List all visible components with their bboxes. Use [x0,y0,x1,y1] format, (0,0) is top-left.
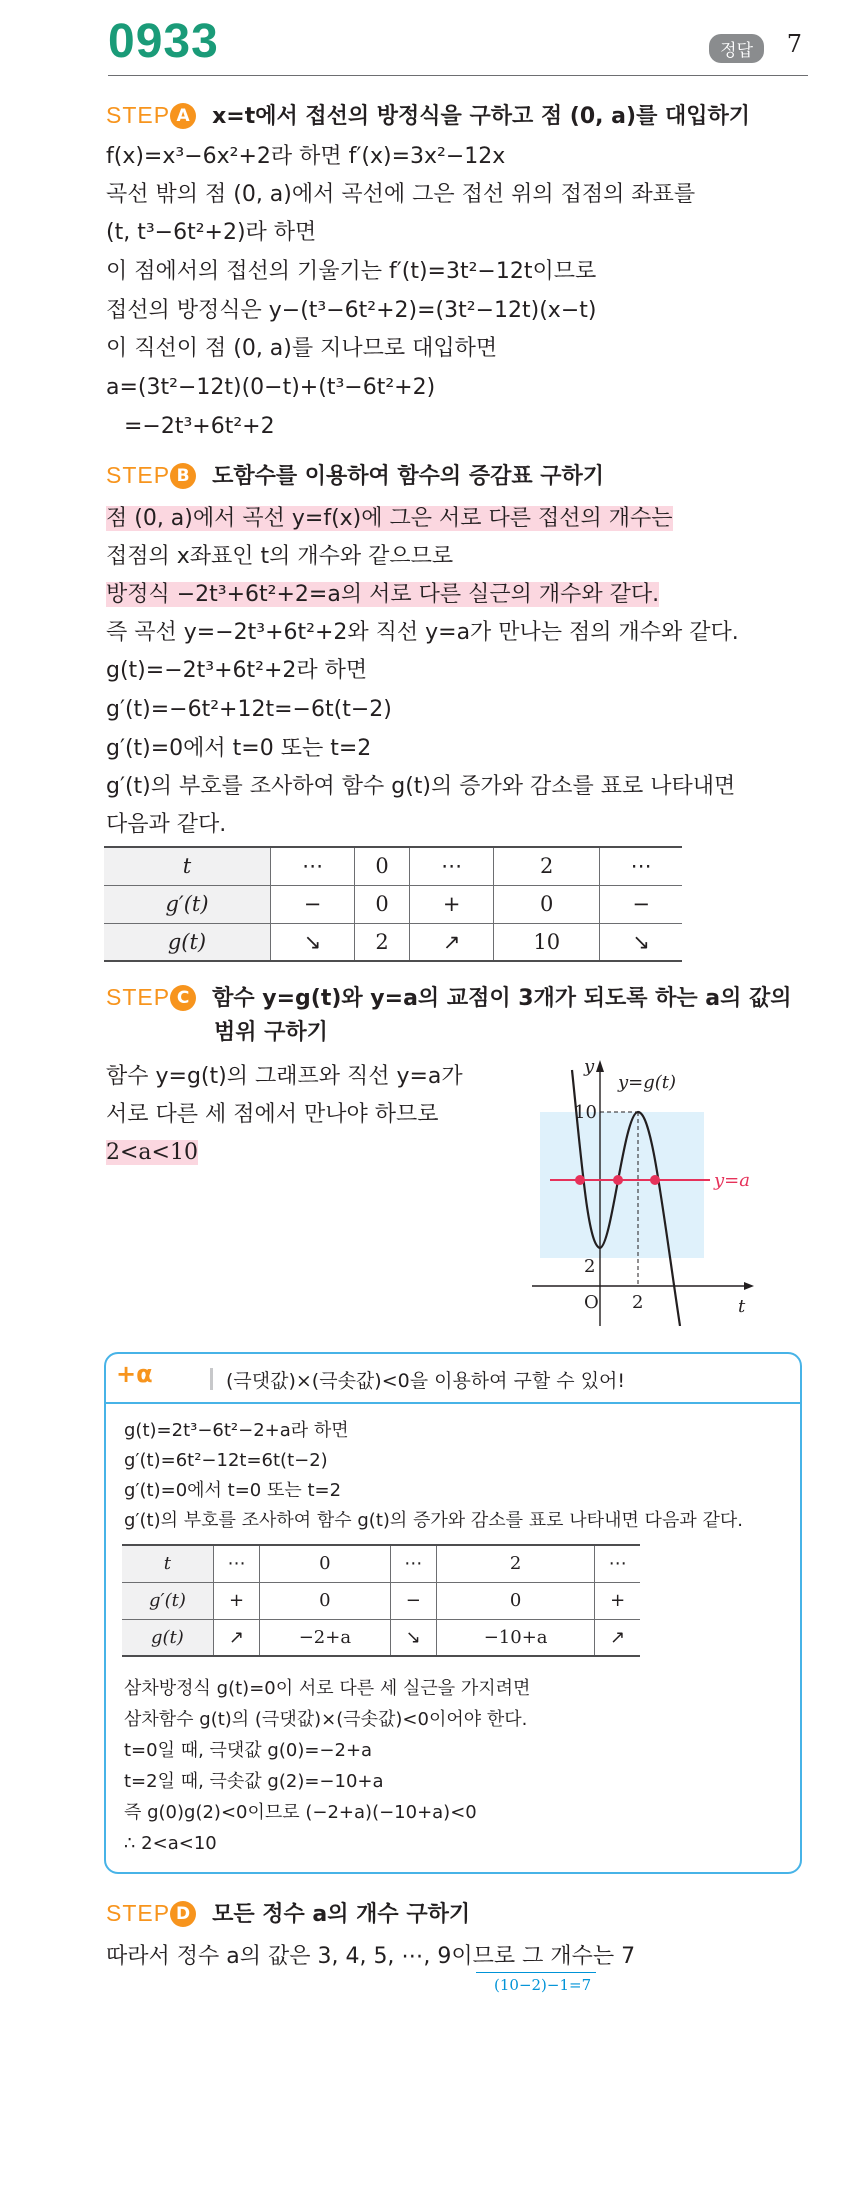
table-row [122,1545,640,1582]
table-cell: − [600,885,682,923]
table-cell: ⋯ [410,847,494,885]
step-c-title-cont: 범위 구하기 [214,1020,328,1045]
step-a-line: f(x)=x³−6x²+2라 하면 f′(x)=3x²−12x [106,144,506,169]
step-b-title: 도함수를 이용하여 함수의 증감표 구하기 [212,464,605,489]
y-tick-10: 10 [574,1102,597,1123]
table-cell: 0 [436,1582,594,1619]
step-c-label: STEP [106,984,171,1010]
shaded-region [540,1112,704,1258]
step-b-line: g′(t)=0에서 t=0 또는 t=2 [106,736,372,761]
step-b-line: g′(t)=−6t²+12t=−6t(t−2) [106,697,392,722]
table-cell: ⋯ [271,847,355,885]
increase-decrease-table [104,846,682,962]
table-cell: g′(t) [104,885,271,923]
y-axis-label: y [584,1056,595,1077]
step-c-line: 함수 y=g(t)의 그래프와 직선 y=a가 [106,1064,463,1089]
origin-label: O [584,1292,599,1313]
table-row [104,847,682,885]
table-cell: − [271,885,355,923]
step-c-title: 함수 y=g(t)와 y=a의 교점이 3개가 되도록 하는 a의 값의 [212,986,792,1011]
step-a-heading [106,100,750,132]
box-line: t=2일 때, 극솟값 g(2)=−10+a [124,1771,384,1792]
t-axis-label: t [738,1296,746,1317]
box-line: g′(t)의 부호를 조사하여 함수 g(t)의 증가와 감소를 표로 나타내면 다음과 같다. [124,1510,743,1531]
step-b-letter: B [170,463,196,489]
answer-badge: 정답 [709,34,764,63]
table-cell: ↗ [595,1619,640,1656]
table-row [122,1582,640,1619]
step-d-letter: D [170,1901,196,1927]
step-c-heading [106,982,792,1014]
t-axis-arrow [744,1282,754,1290]
table-cell: −2+a [260,1619,390,1656]
table-cell: ↗ [213,1619,259,1656]
table-cell: 2 [355,923,410,961]
table-cell: + [213,1582,259,1619]
step-b-line: 접점의 x좌표인 t의 개수와 같으므로 [106,544,454,569]
curve-label: y=g(t) [618,1072,677,1093]
t-tick-2: 2 [632,1292,644,1313]
step-a-line: (t, t³−6t²+2)라 하면 [106,220,317,245]
table-cell: ↘ [271,923,355,961]
step-b-line: 즉 곡선 y=−2t³+6t²+2와 직선 y=a가 만나는 점의 개수와 같다. [106,620,739,645]
step-b-line: 다음과 같다. [106,812,227,837]
step-a-line: 곡선 밖의 점 (0, a)에서 곡선에 그은 접선 위의 접점의 좌표를 [106,182,696,207]
table-cell: 0 [355,847,410,885]
intersection-point [613,1175,623,1185]
table-cell: −10+a [436,1619,594,1656]
step-a-line: 이 직선이 점 (0, a)를 지나므로 대입하면 [106,336,498,361]
table-cell: 0 [260,1582,390,1619]
box-line: g′(t)=6t²−12t=6t(t−2) [124,1450,328,1471]
table-row [104,923,682,961]
box-line: g(t)=2t³−6t²−2+a라 하면 [124,1420,349,1441]
step-a-line: a=(3t²−12t)(0−t)+(t³−6t²+2) [106,375,436,400]
step-b-line: g′(t)의 부호를 조사하여 함수 g(t)의 증가와 감소를 표로 나타내면 [106,774,736,799]
box-line: 삼차함수 g(t)의 (극댓값)×(극솟값)<0이어야 한다. [124,1709,528,1730]
table-cell: + [410,885,494,923]
step-d-line: 따라서 정수 a의 값은 3, 4, 5, ⋯, 9이므로 그 개수는 7 [106,1944,636,1969]
table-cell: ↘ [390,1619,436,1656]
step-a-letter: A [170,103,196,129]
table-cell: t [122,1545,213,1582]
table-cell: ⋯ [595,1545,640,1582]
step-c-letter: C [170,985,196,1011]
step-a-line: =−2t³+6t²+2 [124,414,275,439]
table-cell: t [104,847,271,885]
box-title: (극댓값)×(극솟값)<0을 이용하여 구할 수 있어! [226,1370,626,1392]
table-cell: ⋯ [600,847,682,885]
box-line: t=0일 때, 극댓값 g(0)=−2+a [124,1740,373,1761]
box-line: 삼차방정식 g(t)=0이 서로 다른 세 실근을 가지려면 [124,1678,531,1699]
y-tick-2: 2 [584,1256,596,1277]
table-cell: ⋯ [213,1545,259,1582]
table-cell: ⋯ [390,1545,436,1582]
table-cell: 0 [355,885,410,923]
step-c-line: 서로 다른 세 점에서 만나야 하므로 [106,1102,439,1127]
table-cell: 0 [494,885,600,923]
problem-number: 0933 [108,15,219,68]
divider [210,1368,213,1390]
intersection-point [575,1175,585,1185]
underline [476,1972,596,1973]
alpha-increase-decrease-table [122,1544,640,1657]
table-row [104,885,682,923]
step-a-line: 접선의 방정식은 y−(t³−6t²+2)=(3t²−12t)(x−t) [106,298,597,323]
intersection-point [650,1175,660,1185]
count-note: (10−2)−1=7 [494,1976,592,1994]
table-cell: 10 [494,923,600,961]
table-cell: + [595,1582,640,1619]
step-a-line: 이 점에서의 접선의 기울기는 f′(t)=3t²−12t이므로 [106,259,597,284]
table-cell: 0 [260,1545,390,1582]
step-d-label: STEP [106,1900,171,1926]
table-cell: 2 [436,1545,594,1582]
step-a-label: STEP [106,102,171,128]
y-axis-arrow [596,1060,604,1072]
answer-value: 7 [786,30,802,58]
table-cell: g(t) [122,1619,213,1656]
table-cell: − [390,1582,436,1619]
table-cell: g′(t) [122,1582,213,1619]
box-line: g′(t)=0에서 t=0 또는 t=2 [124,1480,342,1501]
table-cell: g(t) [104,923,271,961]
step-a-title: x=t에서 접선의 방정식을 구하고 점 (0, a)를 대입하기 [212,104,750,129]
line-label: y=a [714,1170,750,1191]
alternative-method-box [104,1352,802,1874]
plus-alpha-icon: +α [116,1360,153,1388]
table-row [122,1619,640,1656]
box-line: ∴ 2<a<10 [124,1833,217,1854]
box-line: 즉 g(0)g(2)<0이므로 (−2+a)(−10+a)<0 [124,1802,477,1823]
cubic-graph [532,1056,762,1326]
step-d-title: 모든 정수 a의 개수 구하기 [212,1902,471,1927]
box-separator [106,1402,800,1404]
step-d-heading [106,1898,470,1930]
page-header [108,14,808,76]
table-cell: ↗ [410,923,494,961]
table-cell: ↘ [600,923,682,961]
step-c-result: 2<a<10 [106,1140,198,1165]
step-b-line: g(t)=−2t³+6t²+2라 하면 [106,658,368,683]
step-b-heading [106,460,604,492]
step-b-highlight: 점 (0, a)에서 곡선 y=f(x)에 그은 서로 다른 접선의 개수는 [106,506,673,531]
table-cell: 2 [494,847,600,885]
step-b-label: STEP [106,462,171,488]
step-b-highlight: 방정식 −2t³+6t²+2=a의 서로 다른 실근의 개수와 같다. [106,582,660,607]
